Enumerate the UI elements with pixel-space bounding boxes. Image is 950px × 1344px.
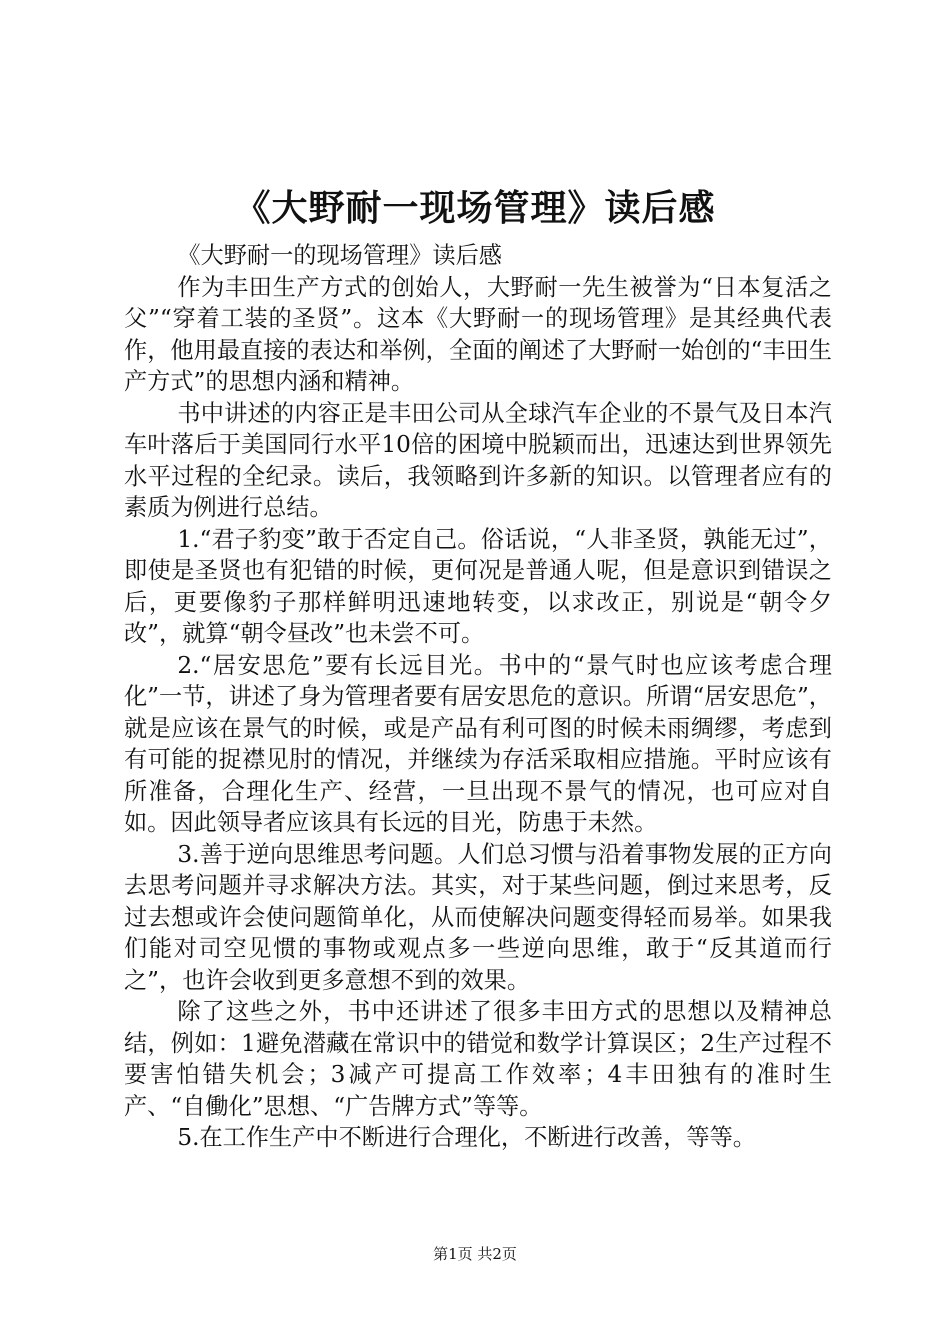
paragraph-intro: 作为丰田生产方式的创始人，大野耐一先生被誉为“日本复活之父”“穿着工装的圣贤”。这本《大野耐一的现场管理》是其经典代表作，他用最直接的表达和举例，全面的阐述了大野耐一始创的“丰田生产方式”的思想内涵和精神。 (124, 273, 832, 395)
paragraph-other: 除了这些之外，书中还讲述了很多丰田方式的思想以及精神总结，例如：1避免潜藏在常识中的错觉和数学计算误区；2生产过程不要害怕错失机会；3减产可提高工作效率；4丰田独有的准时生产、“自働化”思想、“广告牌方式”等等。 (124, 998, 832, 1120)
paragraph-point-1: 1.“君子豹变”敢于否定自己。俗话说，“人非圣贤，孰能无过”，即使是圣贤也有犯错的时候，更何况是普通人呢，但是意识到错误之后，更要像豹子那样鲜明迅速地转变，以求改正，别说是“朝令夕改”，就算“朝令昼改”也未尝不可。 (124, 525, 832, 647)
paragraph-point-2: 2.“居安思危”要有长远目光。书中的“景气时也应该考虑合理化”一节，讲述了身为管理者要有居安思危的意识。所谓“居安思危”，就是应该在景气的时候，或是产品有利可图的时候未雨绸缪，考虑到有可能的捉襟见肘的情况，并继续为存活采取相应措施。平时应该有所准备，合理化生产、经营，一旦出现不景气的情况，也可应对自如。因此领导者应该具有长远的目光，防患于未然。 (124, 651, 832, 836)
page-number-footer: 第1页 共2页 (433, 1245, 517, 1263)
paragraph-subtitle: 《大野耐一的现场管理》读后感 (177, 242, 502, 269)
paragraph-summary: 书中讲述的内容正是丰田公司从全球汽车企业的不景气及日本汽车叶落后于美国同行水平10倍的困境中脱颖而出，迅速达到世界领先水平过程的全纪录。读后，我领略到许多新的知识。以管理者应有的素质为例进行总结。 (124, 399, 832, 521)
document-title: 《大野耐一现场管理》读后感 (234, 187, 716, 229)
paragraph-point-3: 3.善于逆向思维思考问题。人们总习惯与沿着事物发展的正方向去思考问题并寻求解决方法。其实，对于某些问题，倒过来思考，反过去想或许会使问题简单化，从而使解决问题变得轻而易举。如果我们能对司空见惯的事物或观点多一些逆向思维，敢于“反其道而行之”，也许会收到更多意想不到的效果。 (124, 840, 832, 994)
document-body (124, 240, 832, 1154)
paragraph-point-5: 5.在工作生产中不断进行合理化，不断进行改善，等等。 (177, 1124, 756, 1151)
